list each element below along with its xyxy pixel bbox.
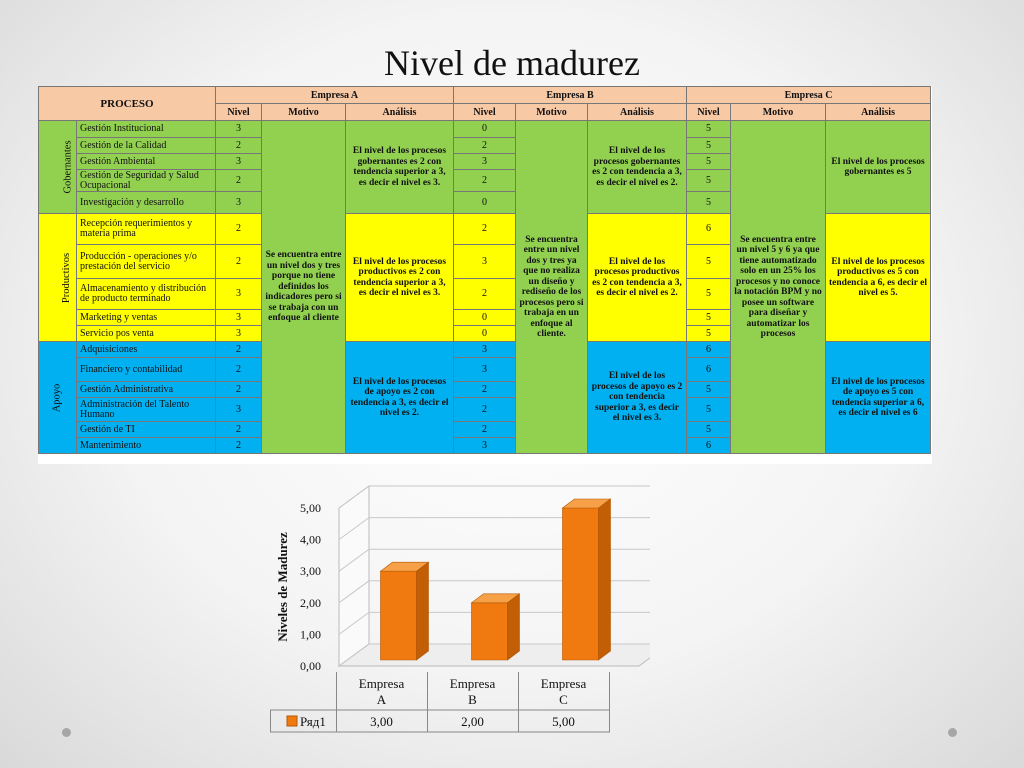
data-value-label: 2,00 xyxy=(461,714,484,729)
nivel-b-cell: 0 xyxy=(454,121,516,138)
nivel-a-cell: 2 xyxy=(216,438,262,454)
nivel-c-cell: 6 xyxy=(687,214,731,245)
group-label: Gobernantes xyxy=(62,140,74,194)
chart-side-wall xyxy=(339,486,369,666)
analisis-c-apoyo: El nivel de los procesos de apoyo es 5 con tendencia superior a 6, es decir el nivel es 6 xyxy=(826,342,931,454)
group-productivos xyxy=(39,214,77,342)
nivel-b-cell: 0 xyxy=(454,310,516,326)
nivel-a-cell: 3 xyxy=(216,310,262,326)
proceso-cell: Marketing y ventas xyxy=(77,310,216,326)
motivo-a-cell: Se encuentra entre un nivel dos y tres porque no tiene definidos los indicadores pero si se trabaja con un enfoque al cliente xyxy=(262,121,346,454)
proceso-cell: Gestión Administrativa xyxy=(77,382,216,398)
group-label: Productivos xyxy=(61,252,73,303)
proceso-cell: Adquisiciones xyxy=(77,342,216,358)
empresa-a-header: Empresa A xyxy=(216,87,454,104)
analisis-header: Análisis xyxy=(826,104,931,121)
empresa-c-header: Empresa C xyxy=(687,87,931,104)
nivel-c-cell: 5 xyxy=(687,398,731,422)
nivel-c-cell: 6 xyxy=(687,438,731,454)
motivo-b-cell: Se encuentra entre un nivel dos y tres ya que no realiza un diseño y rediseño de los procesos pero si trabaja en un enfoque al cliente. xyxy=(516,121,588,454)
nivel-a-cell: 3 xyxy=(216,192,262,214)
nivel-c-cell: 5 xyxy=(687,310,731,326)
analisis-b-gob: El nivel de los procesos gobernantes es 2 con tendencia a 3, es decir el nivel es 2. xyxy=(588,121,687,214)
bar-side-3 xyxy=(599,499,611,660)
nivel-b-cell: 2 xyxy=(454,214,516,245)
nivel-a-cell: 2 xyxy=(216,138,262,154)
y-tick-label: 1,00 xyxy=(300,627,321,642)
y-tick-label: 3,00 xyxy=(300,564,321,579)
nivel-a-cell: 2 xyxy=(216,382,262,398)
nivel-a-cell: 2 xyxy=(216,214,262,245)
nivel-b-cell: 2 xyxy=(454,398,516,422)
y-tick-label: 4,00 xyxy=(300,532,321,547)
nivel-b-cell: 3 xyxy=(454,154,516,170)
category-label: Empresa xyxy=(358,676,405,691)
y-tick-label: 0,00 xyxy=(300,659,321,673)
bar-2 xyxy=(472,603,508,660)
legend-series-label: Ряд1 xyxy=(300,714,326,729)
legend-swatch xyxy=(287,716,297,726)
nivel-b-cell: 2 xyxy=(454,279,516,310)
analisis-a-prod: El nivel de los procesos productivos es 2 con tendencia superior a 3, es decir el nivel es 3. xyxy=(346,214,454,342)
nivel-b-cell: 0 xyxy=(454,326,516,342)
nivel-c-cell: 6 xyxy=(687,342,731,358)
empresa-b-header: Empresa B xyxy=(454,87,687,104)
nivel-b-cell: 3 xyxy=(454,358,516,382)
proceso-cell: Producción - operaciones y/o prestación del servicio xyxy=(77,245,216,279)
nivel-a-cell: 2 xyxy=(216,170,262,192)
analisis-c-gob: El nivel de los procesos gobernantes es 5 xyxy=(826,121,931,214)
nivel-a-cell: 2 xyxy=(216,245,262,279)
slide-title: Nivel de madurez xyxy=(384,43,640,83)
category-label: B xyxy=(468,692,477,707)
motivo-c-cell: Se encuentra entre un nivel 5 y 6 ya que tiene automatizado solo en un 25% los procesos y no conoce la notación BPM y no posee un software para diseñar y automatizar los procesos xyxy=(731,121,826,454)
nivel-c-cell: 5 xyxy=(687,121,731,138)
data-value-label: 5,00 xyxy=(552,714,575,729)
analisis-header: Análisis xyxy=(346,104,454,121)
nivel-b-cell: 2 xyxy=(454,382,516,398)
nivel-c-cell: 5 xyxy=(687,326,731,342)
motivo-header: Motivo xyxy=(516,104,588,121)
nivel-a-cell: 3 xyxy=(216,279,262,310)
slide-corner-dot xyxy=(62,728,71,737)
maturity-bar-chart xyxy=(270,480,650,740)
bar-1 xyxy=(381,571,417,660)
analisis-a-apoyo: El nivel de los procesos de apoyo es 2 con tendencia a 3, es decir el nivel es 2. xyxy=(346,342,454,454)
proceso-cell: Gestión Institucional xyxy=(77,121,216,138)
analisis-b-apoyo: El nivel de los procesos de apoyo es 2 con tendencia superior a 3, es decir el nivel es 3. xyxy=(588,342,687,454)
nivel-c-cell: 5 xyxy=(687,170,731,192)
nivel-c-cell: 5 xyxy=(687,422,731,438)
analisis-c-prod: El nivel de los procesos productivos es 5 con tendencia a 6, es decir el nivel es 5. xyxy=(826,214,931,342)
analisis-header: Análisis xyxy=(588,104,687,121)
nivel-c-cell: 5 xyxy=(687,382,731,398)
proceso-cell: Administración del Talento Humano xyxy=(77,398,216,422)
nivel-a-cell: 2 xyxy=(216,422,262,438)
proceso-cell: Mantenimiento xyxy=(77,438,216,454)
proceso-cell: Gestión de TI xyxy=(77,422,216,438)
analisis-a-gob: El nivel de los procesos gobernantes es 2 con tendencia superior a 3, es decir el nivel es 3. xyxy=(346,121,454,214)
category-label: Empresa xyxy=(449,676,496,691)
nivel-header: Nivel xyxy=(454,104,516,121)
motivo-header: Motivo xyxy=(262,104,346,121)
nivel-c-cell: 5 xyxy=(687,138,731,154)
y-tick-label: 5,00 xyxy=(300,501,321,515)
nivel-b-cell: 2 xyxy=(454,170,516,192)
data-value-label: 3,00 xyxy=(370,714,393,729)
nivel-b-cell: 3 xyxy=(454,342,516,358)
bar-side-1 xyxy=(417,562,429,660)
y-axis-label: Niveles de Madurez xyxy=(275,532,290,642)
proceso-cell: Gestión de la Calidad xyxy=(77,138,216,154)
proceso-cell: Servicio pos venta xyxy=(77,326,216,342)
chart-svg xyxy=(270,480,650,740)
group-gobernantes xyxy=(39,121,77,214)
bar-3 xyxy=(563,508,599,660)
motivo-header: Motivo xyxy=(731,104,826,121)
nivel-b-cell: 3 xyxy=(454,245,516,279)
nivel-b-cell: 3 xyxy=(454,438,516,454)
proceso-cell: Recepción requerimientos y materia prima xyxy=(77,214,216,245)
proceso-cell: Gestión Ambiental xyxy=(77,154,216,170)
nivel-b-cell: 2 xyxy=(454,138,516,154)
slide-corner-dot xyxy=(948,728,957,737)
nivel-a-cell: 2 xyxy=(216,342,262,358)
category-label: Empresa xyxy=(540,676,587,691)
nivel-header: Nivel xyxy=(216,104,262,121)
nivel-a-cell: 2 xyxy=(216,358,262,382)
nivel-c-cell: 5 xyxy=(687,245,731,279)
nivel-a-cell: 3 xyxy=(216,398,262,422)
proceso-cell: Investigación y desarrollo xyxy=(77,192,216,214)
proceso-cell: Financiero y contabilidad xyxy=(77,358,216,382)
maturity-table-container xyxy=(38,86,932,464)
y-tick-label: 2,00 xyxy=(300,595,321,610)
nivel-c-cell: 5 xyxy=(687,154,731,170)
group-apoyo xyxy=(39,342,77,454)
nivel-a-cell: 3 xyxy=(216,326,262,342)
table-row xyxy=(39,121,931,138)
nivel-c-cell: 6 xyxy=(687,358,731,382)
proceso-header: PROCESO xyxy=(39,87,216,121)
proceso-cell: Gestión de Seguridad y Salud Ocupacional xyxy=(77,170,216,192)
analisis-b-prod: El nivel de los procesos productivos es 2 con tendencia a 3, es decir el nivel es 2. xyxy=(588,214,687,342)
nivel-b-cell: 2 xyxy=(454,422,516,438)
category-label: A xyxy=(376,692,387,707)
nivel-a-cell: 3 xyxy=(216,154,262,170)
bar-side-2 xyxy=(508,594,520,660)
nivel-c-cell: 5 xyxy=(687,192,731,214)
nivel-a-cell: 3 xyxy=(216,121,262,138)
nivel-header: Nivel xyxy=(687,104,731,121)
nivel-b-cell: 0 xyxy=(454,192,516,214)
category-label: C xyxy=(559,692,568,707)
maturity-table xyxy=(38,86,931,454)
proceso-cell: Almacenamiento y distribución de producto terminado xyxy=(77,279,216,310)
group-label: Apoyo xyxy=(51,383,63,412)
nivel-c-cell: 5 xyxy=(687,279,731,310)
